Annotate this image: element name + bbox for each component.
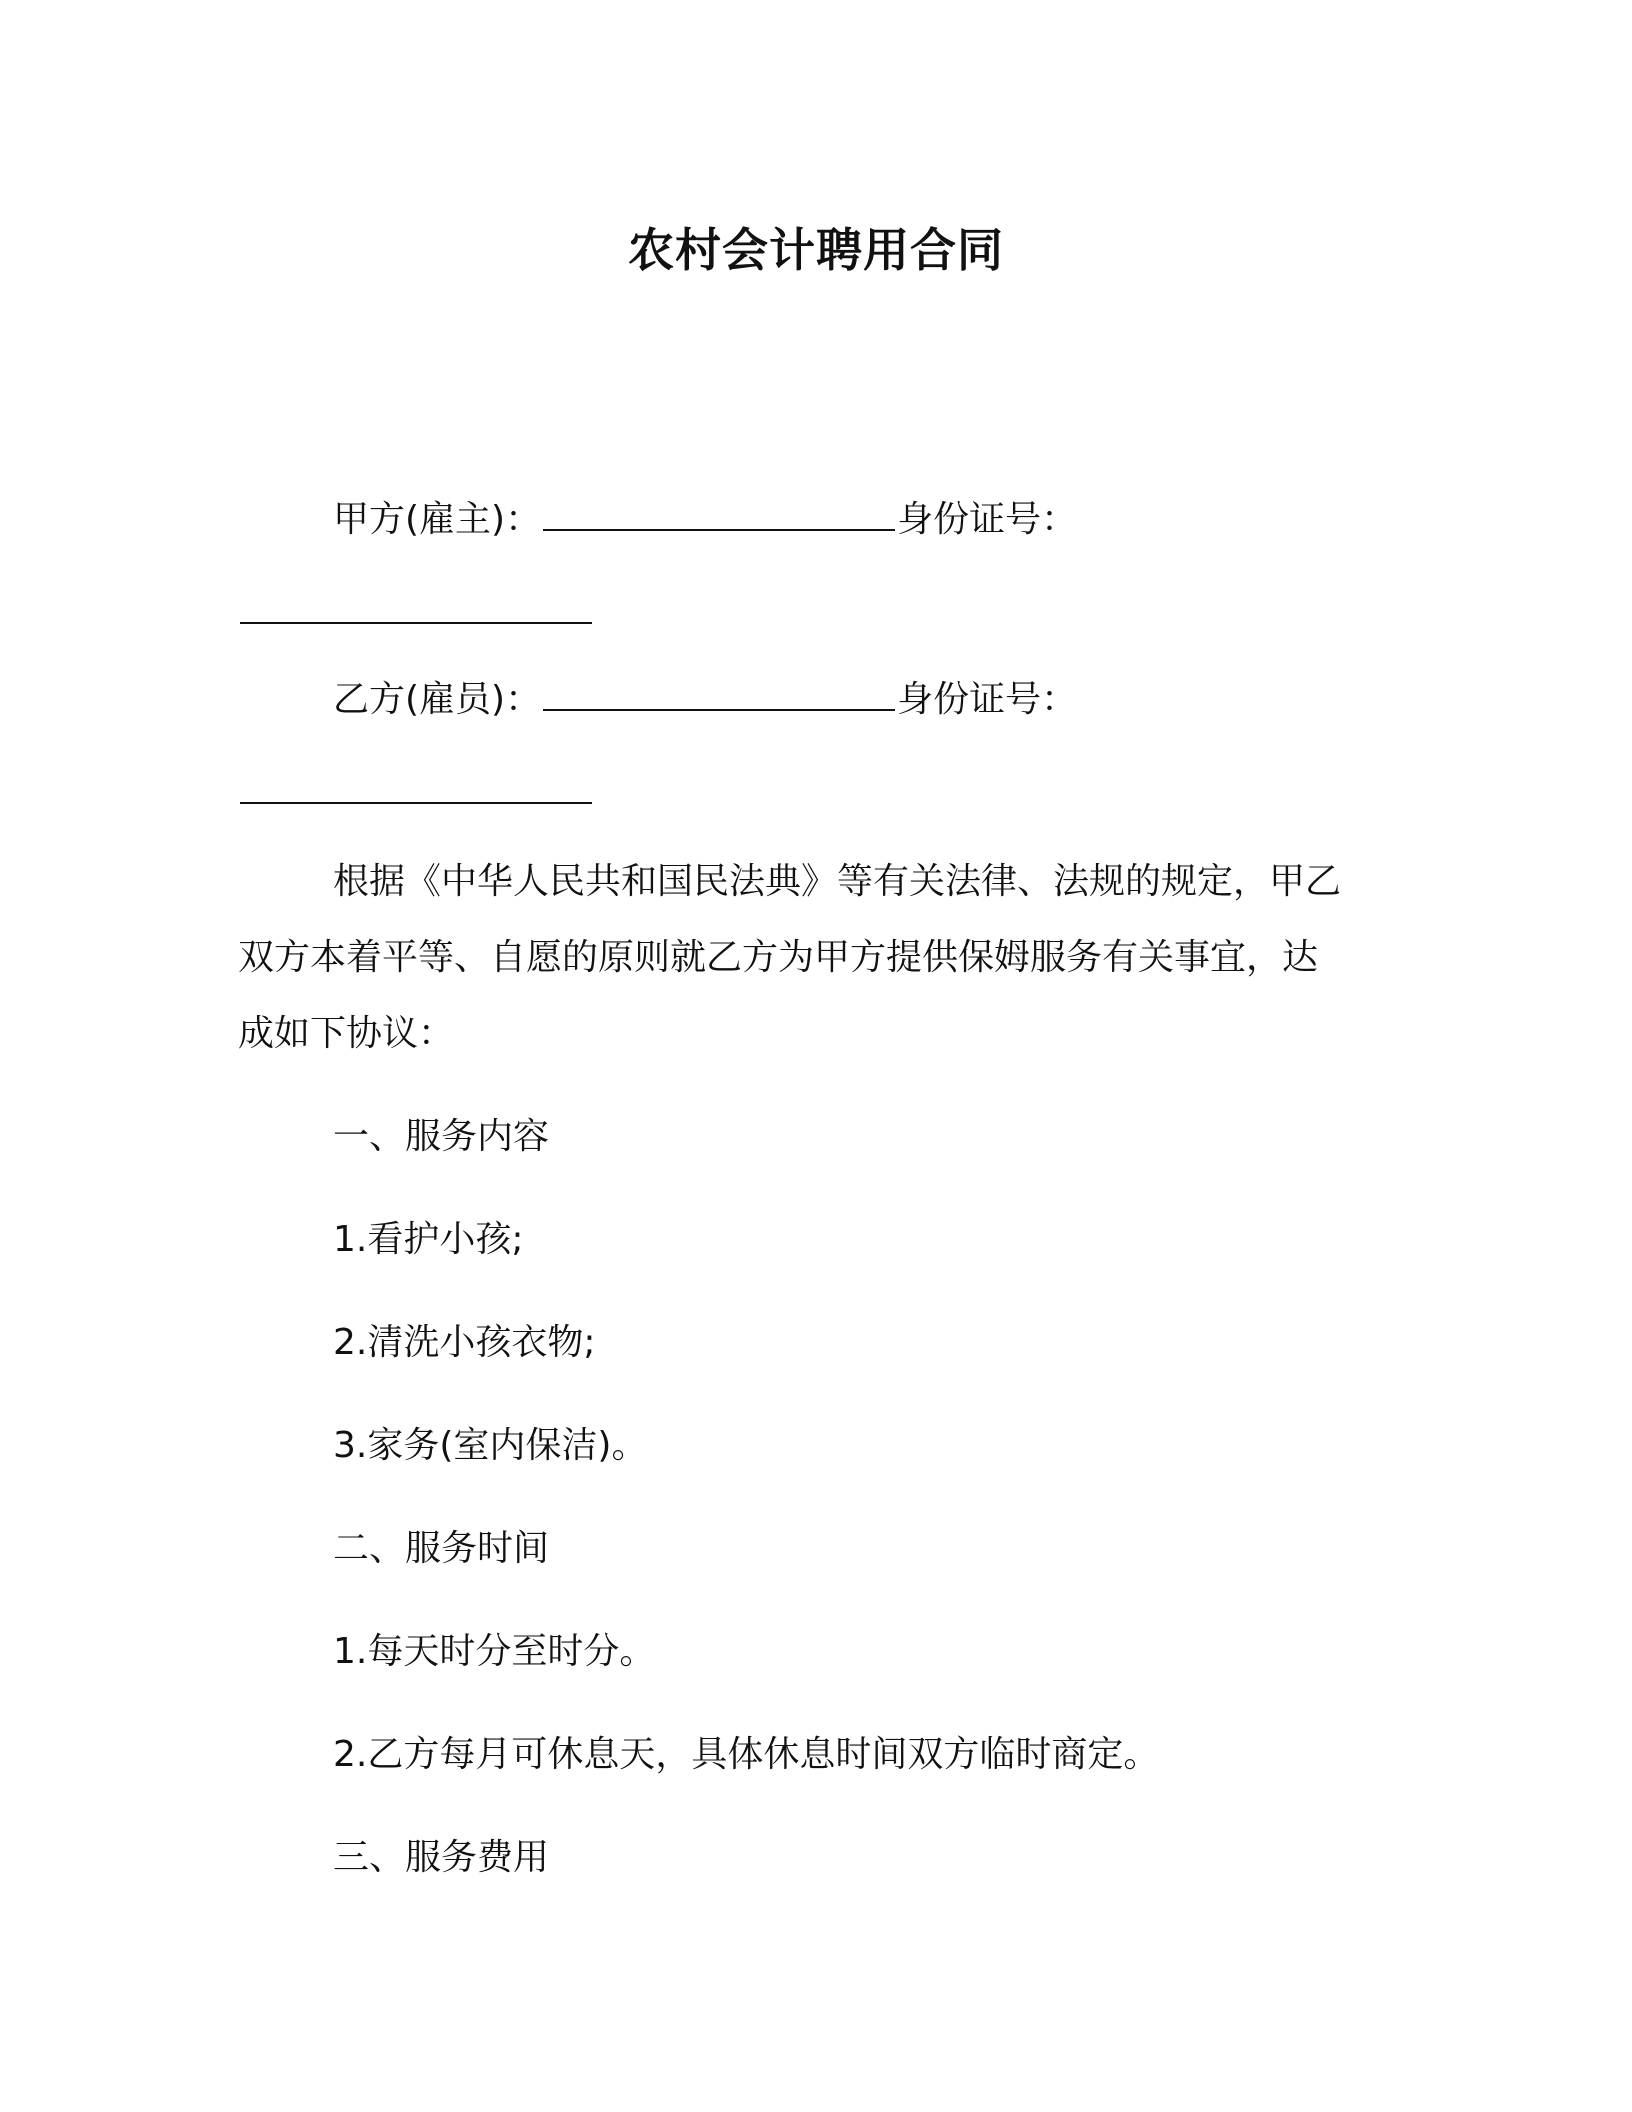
party-a-line (333, 495, 1077, 545)
party-b-id-label: 身份证号： (897, 679, 1078, 720)
party-b-name-blank (543, 675, 895, 711)
section1-item-1: 1.看护小孩; (333, 1219, 524, 1260)
section3-heading: 三、服务费用 (333, 1837, 550, 1878)
party-a-id-label: 身份证号： (897, 499, 1078, 540)
party-b-label: 乙方(雇员)： (333, 679, 542, 720)
intro-line-2: 双方本着平等、自愿的原则就乙方为甲方提供保姆服务有关事宜，达 (238, 937, 1319, 978)
section2-item-1: 1.每天时分至时分。 (333, 1631, 656, 1672)
party-a-name-blank (543, 495, 895, 531)
section1-item-2: 2.清洗小孩衣物; (333, 1322, 596, 1363)
document-title: 农村会计聘用合同 (628, 223, 1004, 277)
party-a-label: 甲方(雇主)： (333, 499, 542, 540)
intro-line-3: 成如下协议： (238, 1013, 455, 1054)
intro-line-1: 根据《中华人民共和国民法典》等有关法律、法规的规定，甲乙 (333, 861, 1342, 902)
section1-heading: 一、服务内容 (333, 1116, 550, 1157)
section2-heading: 二、服务时间 (333, 1528, 550, 1569)
party-b-line (333, 675, 1077, 725)
section2-item-2: 2.乙方每月可休息天，具体休息时间双方临时商定。 (333, 1734, 1160, 1775)
party-b-id-blank (240, 802, 592, 804)
party-a-id-blank (240, 622, 592, 624)
section1-item-3: 3.家务(室内保洁)。 (333, 1425, 648, 1466)
